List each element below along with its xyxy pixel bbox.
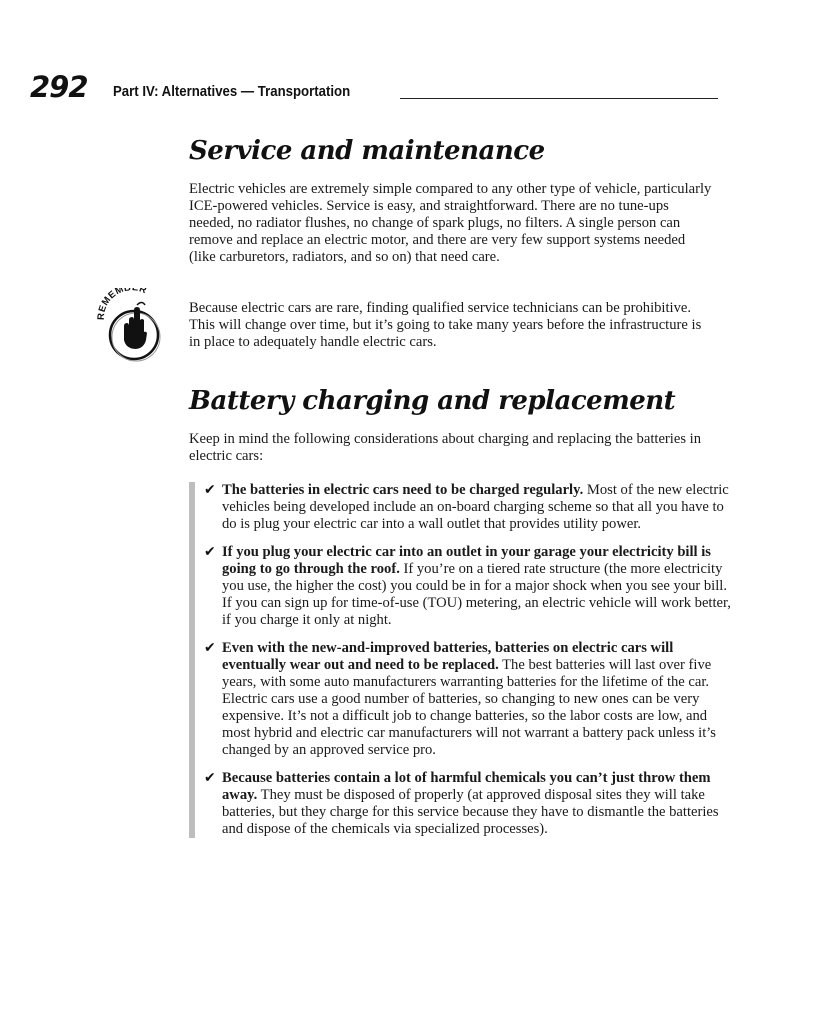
checkmark-icon: ✔	[204, 770, 216, 786]
header-rule	[400, 98, 718, 99]
paragraph-text: Because electric cars are rare, finding qualified service technicians can be prohibitive. This will change over time, but it’s going to take many years before the infrastructure is in place to adequately handle electric cars.	[189, 300, 702, 350]
paragraph-battery-intro	[189, 431, 714, 465]
checkmark-icon: ✔	[204, 640, 216, 656]
section-service	[189, 136, 714, 166]
section-title-service: Service and maintenance	[189, 136, 545, 166]
section-title-battery: Battery charging and replacement	[189, 386, 676, 416]
remember-hand-icon	[96, 288, 170, 368]
bullet-bold-text: If you plug your electric car into an outlet in your garage your electricity bill is going to go through the roof.	[222, 544, 711, 577]
checkmark-icon: ✔	[204, 544, 216, 560]
bullet-text: Most of the new electric vehicles being developed include an on-board charging scheme so that all you have to do is plug your electric car into a wall outlet that provides utility power.	[222, 482, 729, 532]
list-item	[204, 640, 734, 759]
list-item	[204, 544, 734, 629]
list-item	[204, 770, 734, 838]
bullet-text: If you’re on a tiered rate structure (the more electricity you use, the higher the cost) you could be in for a major shock when you see your bill. If you can sign up for time-of-use (TOU) metering, an electric vehicle will work better, if you charge it only at night.	[222, 561, 731, 628]
bullet-bold-text: The batteries in electric cars need to be charged regularly.	[222, 482, 584, 498]
bullet-list	[189, 482, 734, 838]
list-item	[204, 482, 734, 533]
running-head: Part IV: Alternatives — Transportation	[113, 83, 351, 100]
bullet-bold-text: Because batteries contain a lot of harmful chemicals you can’t just throw them away.	[222, 770, 711, 803]
bullet-text: They must be disposed of properly (at approved disposal sites they will take batteries, but they charge for this service because they have to dismantle the batteries and dispose of the chemicals via specialized processes).	[222, 787, 719, 837]
bullet-text: The best batteries will last over five years, with some auto manufacturers warranting batteries for the lifetime of the car. Electric cars use a good number of batteries, so changing to new ones can be very expensive. It’s not a difficult job to change batteries, so the labor costs are low, and most hybrid and electric car manufacturers will not warrant a battery pack unless it’s changed by an approved service pro.	[222, 657, 716, 758]
page-number: 292	[30, 70, 88, 104]
paragraph-text: Keep in mind the following considerations about charging and replacing the batteries in electric cars:	[189, 431, 701, 464]
paragraph-service-1	[189, 181, 714, 266]
remember-label: REMEMB R	[96, 288, 149, 321]
paragraph-text: Electric vehicles are extremely simple compared to any other type of vehicle, particularly ICE-powered vehicles. Service is easy, and straightforward. There are no tune-ups needed, no radiator flushes, no change of spark plugs, no filters. A single person can remove and replace an electric motor, and there are very few support systems needed (like carburetors, radiators, and so on) that need care.	[189, 181, 712, 265]
checkmark-icon: ✔	[204, 482, 216, 498]
section-battery	[189, 386, 714, 416]
paragraph-service-2	[189, 300, 714, 351]
bullet-bold-text: Even with the new-and-improved batteries, batteries on electric cars will eventually wear out and need to be replaced.	[222, 640, 674, 673]
